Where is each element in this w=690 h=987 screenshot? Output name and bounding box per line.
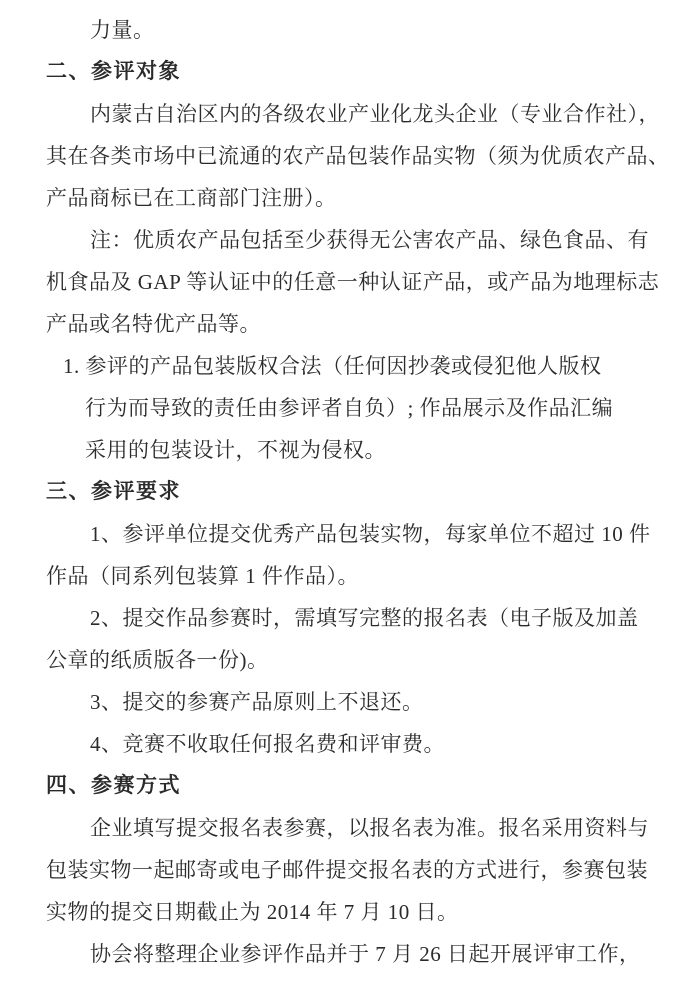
text-line: 作品（同系列包装算 1 件作品）。 [46,564,359,588]
text-line: 2、提交作品参赛时，需填写完整的报名表（电子版及加盖 [90,606,639,630]
text-line: 注：优质农产品包括至少获得无公害农产品、绿色食品、有 [90,228,649,252]
text-line: 包装实物一起邮寄或电子邮件提交报名表的方式进行，参赛包装 [46,858,648,882]
section-heading-3: 三、参评要求 [46,480,181,503]
text-line: 机食品及 GAP 等认证中的任意一种认证产品，或产品为地理标志 [46,270,660,294]
text-line: 4、竞赛不收取任何报名费和评审费。 [90,732,445,756]
text-line: 产品或名特优产品等。 [46,312,261,336]
section-heading-4: 四、参赛方式 [46,774,181,797]
text-line: 协会将整理企业参评作品并于 7 月 26 日起开展评审工作， [90,942,641,966]
text-line: 产品商标已在工商部门注册）。 [46,186,337,210]
list-item-line: 采用的包装设计，不视为侵权。 [85,438,386,462]
list-item-line: 1. 参评的产品包装版权合法（任何因抄袭或侵犯他人版权 [63,354,602,378]
text-line: 内蒙古自治区内的各级农业产业化龙头企业（专业合作社）， [90,102,660,126]
text-line: 3、提交的参赛产品原则上不退还。 [90,690,424,714]
text-line: 实物的提交日期截止为 2014 年 7 月 10 日。 [46,900,459,924]
text-line: 1、参评单位提交优秀产品包装实物，每家单位不超过 10 件 [90,522,651,546]
text-line: 企业填写提交报名表参赛，以报名表为准。报名采用资料与 [90,816,649,840]
section-heading-2: 二、参评对象 [46,60,181,83]
list-item-line: 行为而导致的责任由参评者自负）; 作品展示及作品汇编 [85,396,614,420]
text-line: 力量。 [90,18,155,42]
text-line: 其在各类市场中已流通的农产品包装作品实物（须为优质农产品、 [46,144,670,168]
text-line: 公章的纸质版各一份)。 [46,648,269,672]
